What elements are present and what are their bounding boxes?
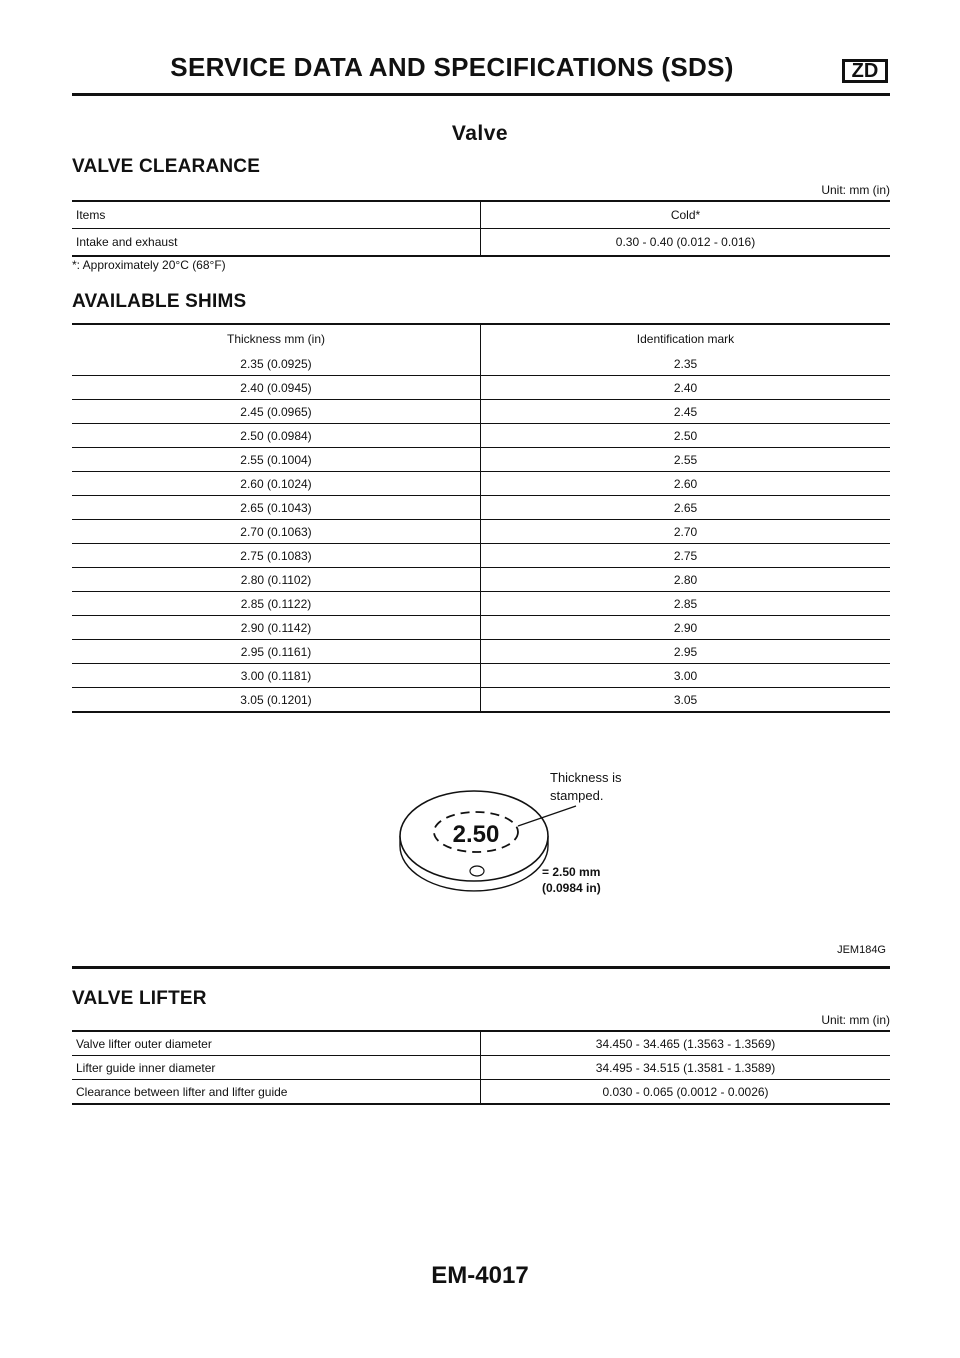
valve-lifter-unit: Unit: mm (in): [821, 1013, 890, 1027]
table-row: [72, 448, 890, 472]
page-header-title: SERVICE DATA AND SPECIFICATIONS (SDS): [170, 52, 734, 82]
header-rule: [72, 93, 890, 96]
table-cell: 0.30 - 0.40 (0.012 - 0.016): [615, 235, 756, 249]
shim-figure: [72, 714, 890, 969]
table-row: [72, 496, 890, 520]
table-cell: 3.05: [673, 692, 698, 707]
valve-lifter-table: [72, 1030, 890, 1105]
table-row: [72, 472, 890, 496]
table-cell: 2.40 (0.0945): [72, 376, 481, 400]
figure-id: JEM184G: [837, 944, 886, 956]
shim-illustration: [392, 764, 722, 914]
table-cell: 2.75: [481, 544, 891, 568]
page-number: EM-4017: [431, 1262, 529, 1289]
table-cell: 2.70 (0.1063): [72, 520, 481, 544]
table-cell: 2.45 (0.0965): [72, 400, 481, 424]
table-cell: 2.35 (0.0925): [72, 352, 481, 376]
dimension-text-line2: (0.0984 in): [542, 881, 601, 895]
table-cell: 2.60: [481, 472, 891, 496]
table-cell: Valve lifter outer diameter: [72, 1031, 481, 1056]
engine-code-badge: ZD: [842, 59, 888, 83]
table-cell: 2.95 (0.1161): [72, 640, 481, 664]
table-header-cell: Items: [72, 201, 481, 229]
table-cell: 3.05 (0.1201): [72, 688, 481, 713]
table-cell: Clearance between lifter and lifter guide: [72, 1080, 481, 1105]
section-title: Valve: [451, 122, 509, 145]
table-cell: 2.85: [481, 592, 891, 616]
table-header-row: [72, 324, 890, 352]
table-cell: 34.495 - 34.515 (1.3581 - 1.3589): [481, 1056, 891, 1080]
table-cell: 2.80: [481, 568, 891, 592]
table-header-row: [72, 201, 890, 229]
table-cell: 2.45: [481, 400, 891, 424]
table-cell: 2.65: [481, 496, 891, 520]
table-cell: Intake and exhaust: [72, 229, 481, 257]
table-cell: 2.65 (0.1043): [72, 496, 481, 520]
callout-text-line1: Thickness is: [550, 770, 622, 785]
valve-clearance-table: [72, 200, 890, 257]
table-cell: 3.00: [481, 664, 891, 688]
table-cell: 2.35: [481, 352, 891, 376]
table-row: [72, 544, 890, 568]
table-row: [72, 400, 890, 424]
table-cell: 2.60 (0.1024): [72, 472, 481, 496]
valve-clearance-unit: Unit: mm (in): [821, 183, 890, 197]
dimension-text-line1: = 2.50 mm: [542, 865, 601, 879]
valve-lifter-heading: VALVE LIFTER: [72, 988, 207, 1009]
table-row: [72, 520, 890, 544]
table-row: [72, 592, 890, 616]
table-cell: Lifter guide inner diameter: [72, 1056, 481, 1080]
table-cell: 2.75 (0.1083): [72, 544, 481, 568]
table-cell: 0.030 - 0.065 (0.0012 - 0.0026): [602, 1084, 769, 1099]
table-cell: 3.00 (0.1181): [72, 664, 481, 688]
table-cell: 2.70: [481, 520, 891, 544]
table-header-cell: Thickness mm (in): [72, 324, 481, 352]
table-cell: 2.90: [481, 616, 891, 640]
table-row: [72, 229, 890, 257]
callout-text-line2: stamped.: [550, 788, 604, 803]
table-cell: 2.85 (0.1122): [72, 592, 481, 616]
table-row: [72, 424, 890, 448]
table-cell: 2.50: [481, 424, 891, 448]
table-cell: 2.90 (0.1142): [72, 616, 481, 640]
table-cell: 2.80 (0.1102): [72, 568, 481, 592]
table-row: [72, 1031, 890, 1056]
valve-clearance-footnote: *: Approximately 20°C (68°F): [72, 258, 226, 272]
stamp-value: 2.50: [452, 821, 500, 848]
available-shims-heading: AVAILABLE SHIMS: [72, 291, 247, 312]
table-cell: 34.450 - 34.465 (1.3563 - 1.3569): [481, 1031, 891, 1056]
table-header-cell: Cold*: [481, 201, 891, 229]
valve-clearance-heading: VALVE CLEARANCE: [72, 156, 261, 177]
table-cell: 2.95: [481, 640, 891, 664]
table-row: [72, 688, 890, 713]
table-row: [72, 664, 890, 688]
table-cell: 2.40: [481, 376, 891, 400]
available-shims-table: [72, 323, 890, 713]
table-row: [72, 1056, 890, 1080]
table-cell: 2.55 (0.1004): [72, 448, 481, 472]
table-cell: 2.50 (0.0984): [72, 424, 481, 448]
table-row: [72, 376, 890, 400]
table-row: [72, 640, 890, 664]
table-row: [72, 352, 890, 376]
table-row: [72, 568, 890, 592]
table-row: [72, 616, 890, 640]
table-row: [72, 1080, 890, 1105]
table-cell: 2.55: [481, 448, 891, 472]
table-header-cell: Identification mark: [636, 331, 735, 346]
